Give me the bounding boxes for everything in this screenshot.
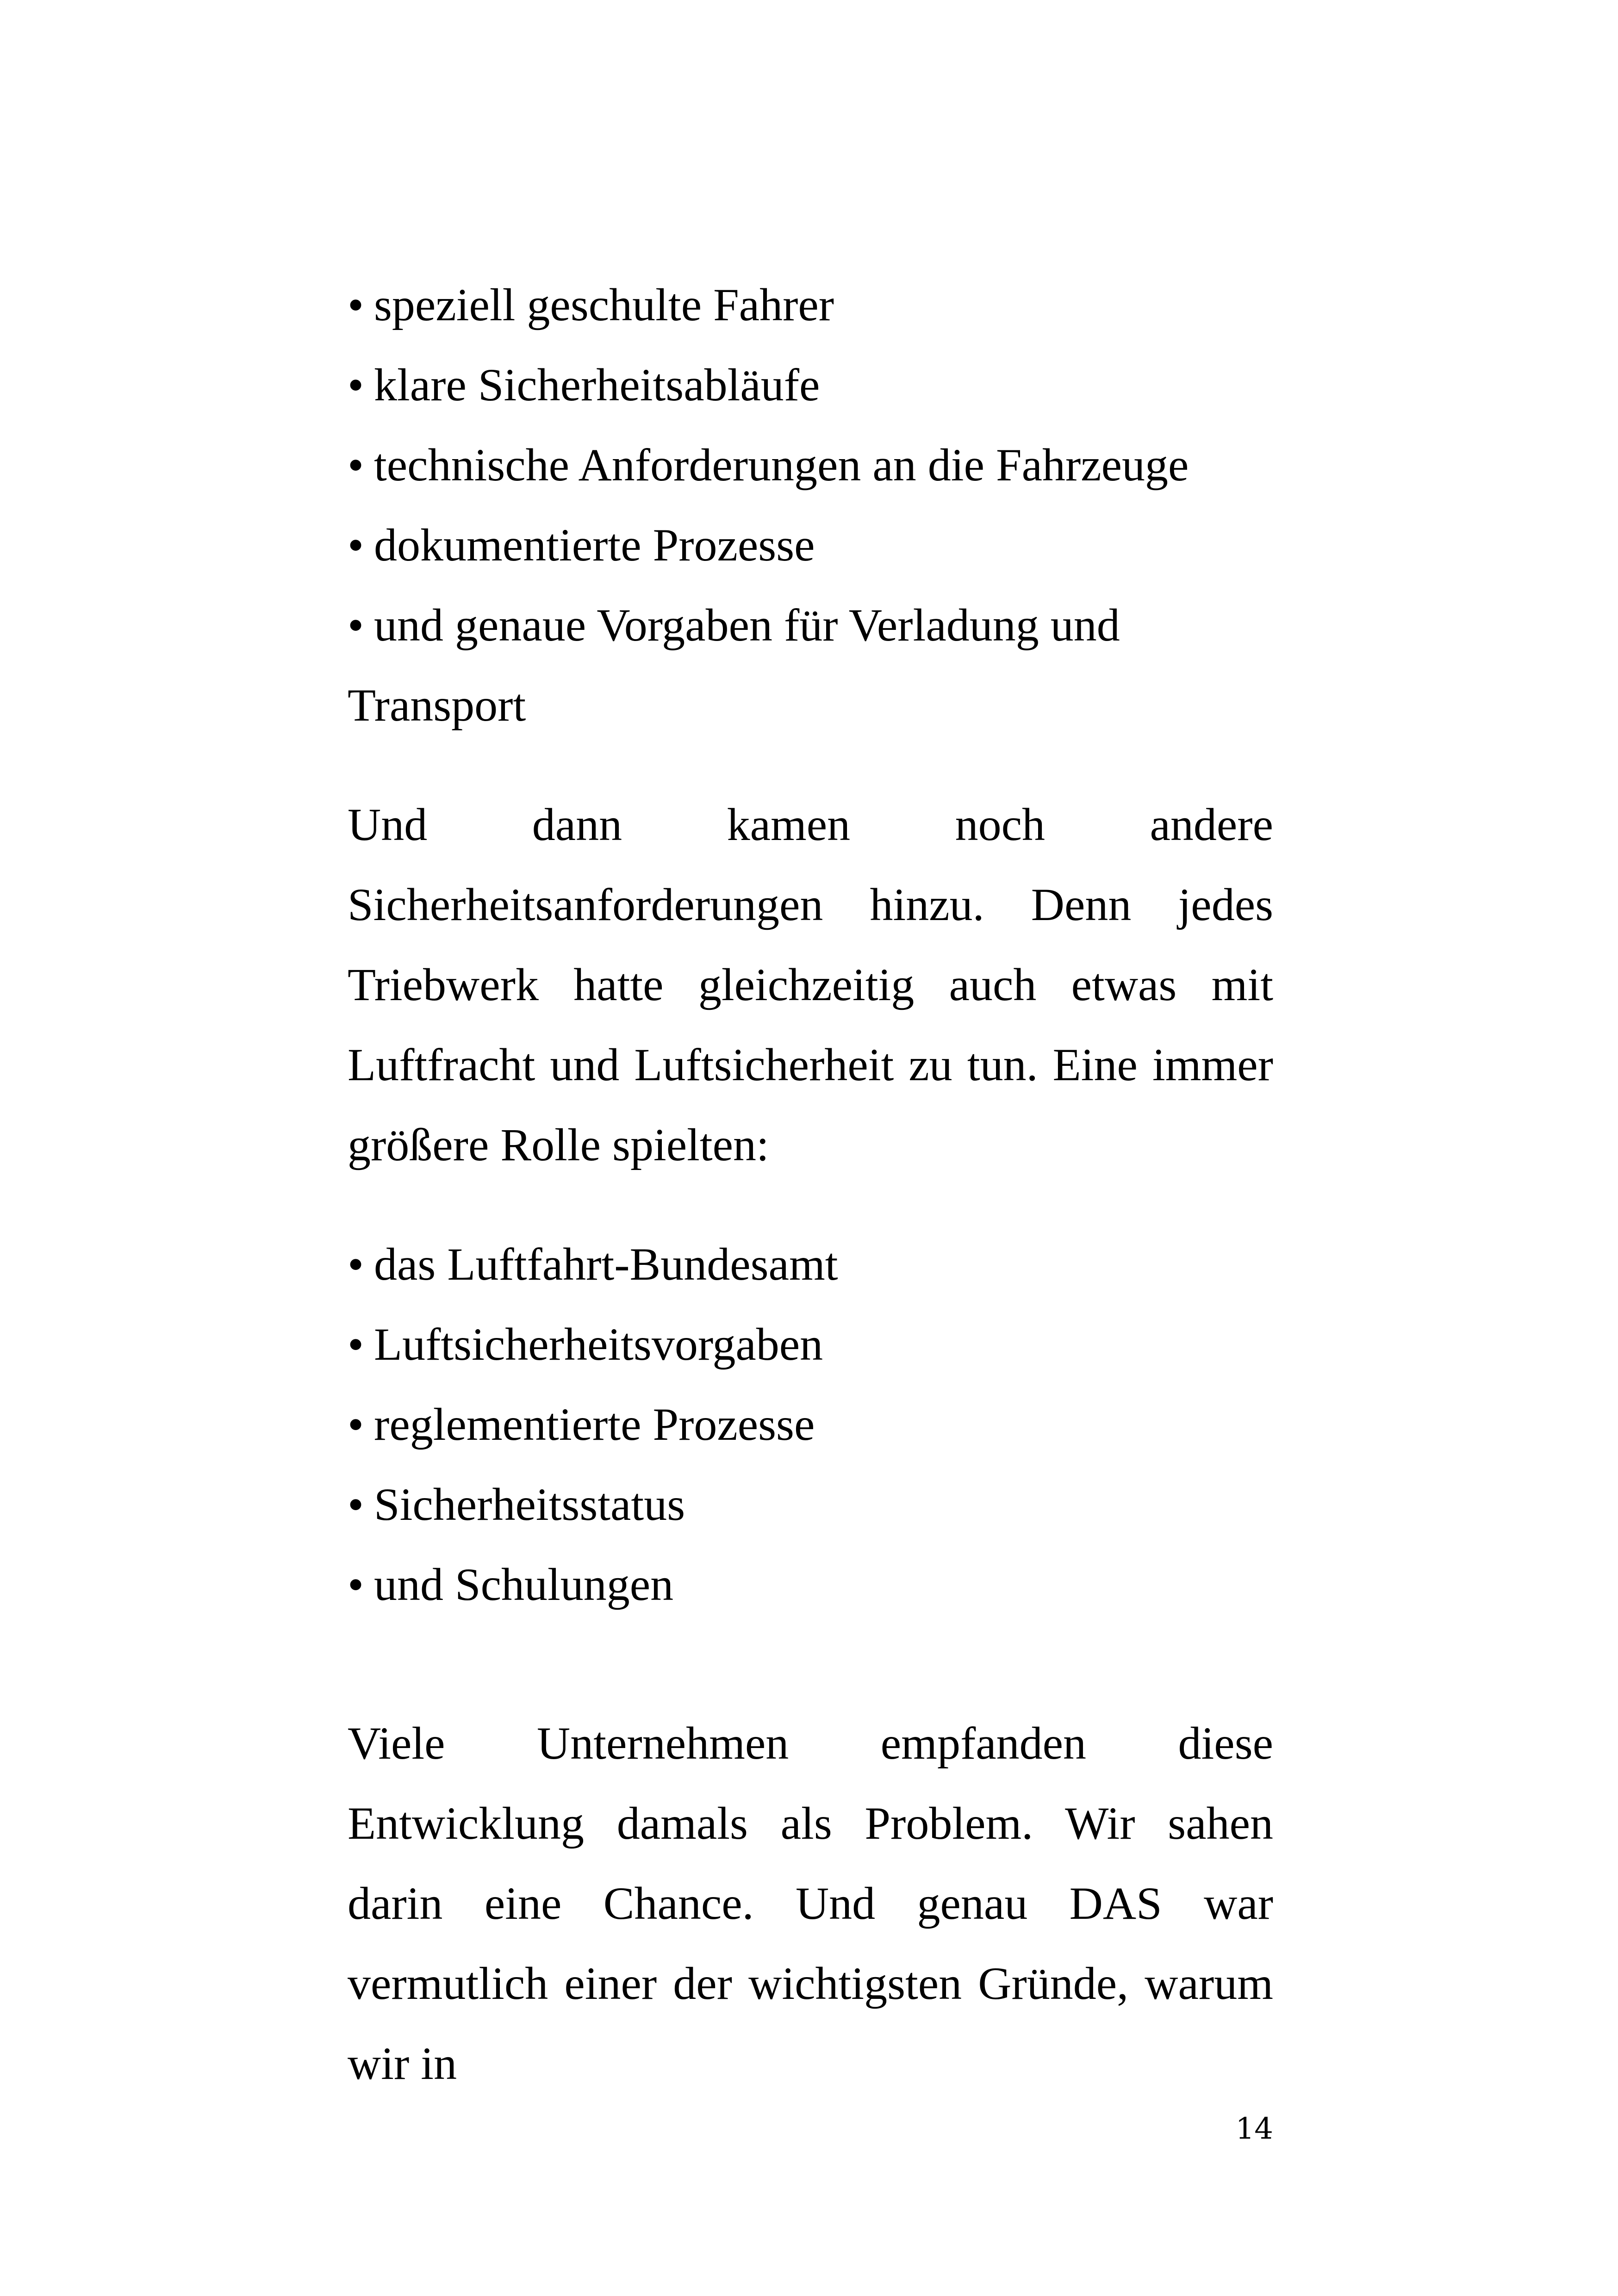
body-paragraph-security: Und dann kamen noch andere Sicherheitsanforderungen hinzu. Denn jedes Triebwerk hatte gleichzeitig auch etwas mit Luftfracht und Luftsicherheit zu tun. Eine immer größere Rolle spielten: bbox=[348, 799, 1273, 1170]
list-item-text: Sicherheitsstatus bbox=[374, 1479, 685, 1530]
list-item bbox=[348, 265, 1273, 345]
list-item-text: klare Sicherheitsabläufe bbox=[374, 359, 820, 411]
list-item bbox=[348, 1384, 1273, 1464]
list-item-text: speziell geschulte Fahrer bbox=[374, 279, 834, 330]
bullet-icon: • bbox=[348, 1399, 364, 1450]
list-item bbox=[348, 505, 1273, 585]
bullet-icon: • bbox=[348, 1479, 364, 1530]
list-item bbox=[348, 345, 1273, 425]
bullet-icon: • bbox=[348, 439, 364, 491]
bullet-icon: • bbox=[348, 1319, 364, 1370]
bullet-list-requirements bbox=[348, 265, 1273, 745]
list-item-text: das Luftfahrt-Bundesamt bbox=[374, 1238, 838, 1290]
list-item bbox=[348, 1224, 1273, 1304]
body-paragraph-chance: Viele Unternehmen empfanden diese Entwicklung damals als Problem. Wir sahen darin eine Chance. Und genau DAS war vermutlich einer der wichtigsten Gründe, warum wir in bbox=[348, 1717, 1273, 2089]
text-column bbox=[348, 265, 1273, 2103]
bullet-icon: • bbox=[348, 1238, 364, 1290]
bullet-icon: • bbox=[348, 359, 364, 411]
list-item-text: dokumentierte Prozesse bbox=[374, 519, 815, 571]
bullet-icon: • bbox=[348, 599, 364, 651]
list-item bbox=[348, 1304, 1273, 1384]
list-item bbox=[348, 1464, 1273, 1544]
bullet-icon: • bbox=[348, 1559, 364, 1610]
list-item-text: Luftsicherheitsvorgaben bbox=[374, 1319, 823, 1370]
list-item-text: und genaue Vorgaben für Verladung und Transport bbox=[348, 599, 1120, 731]
page-number: 14 bbox=[1235, 2112, 1273, 2146]
bullet-icon: • bbox=[348, 279, 364, 330]
list-item-text: und Schulungen bbox=[374, 1559, 674, 1610]
bullet-list-aviation-security bbox=[348, 1224, 1273, 1624]
bullet-icon: • bbox=[348, 519, 364, 571]
list-item bbox=[348, 425, 1273, 505]
list-item bbox=[348, 1544, 1273, 1624]
list-item bbox=[348, 585, 1273, 745]
list-item-text: technische Anforderungen an die Fahrzeuge bbox=[374, 439, 1189, 491]
list-item-text: reglementierte Prozesse bbox=[374, 1399, 815, 1450]
